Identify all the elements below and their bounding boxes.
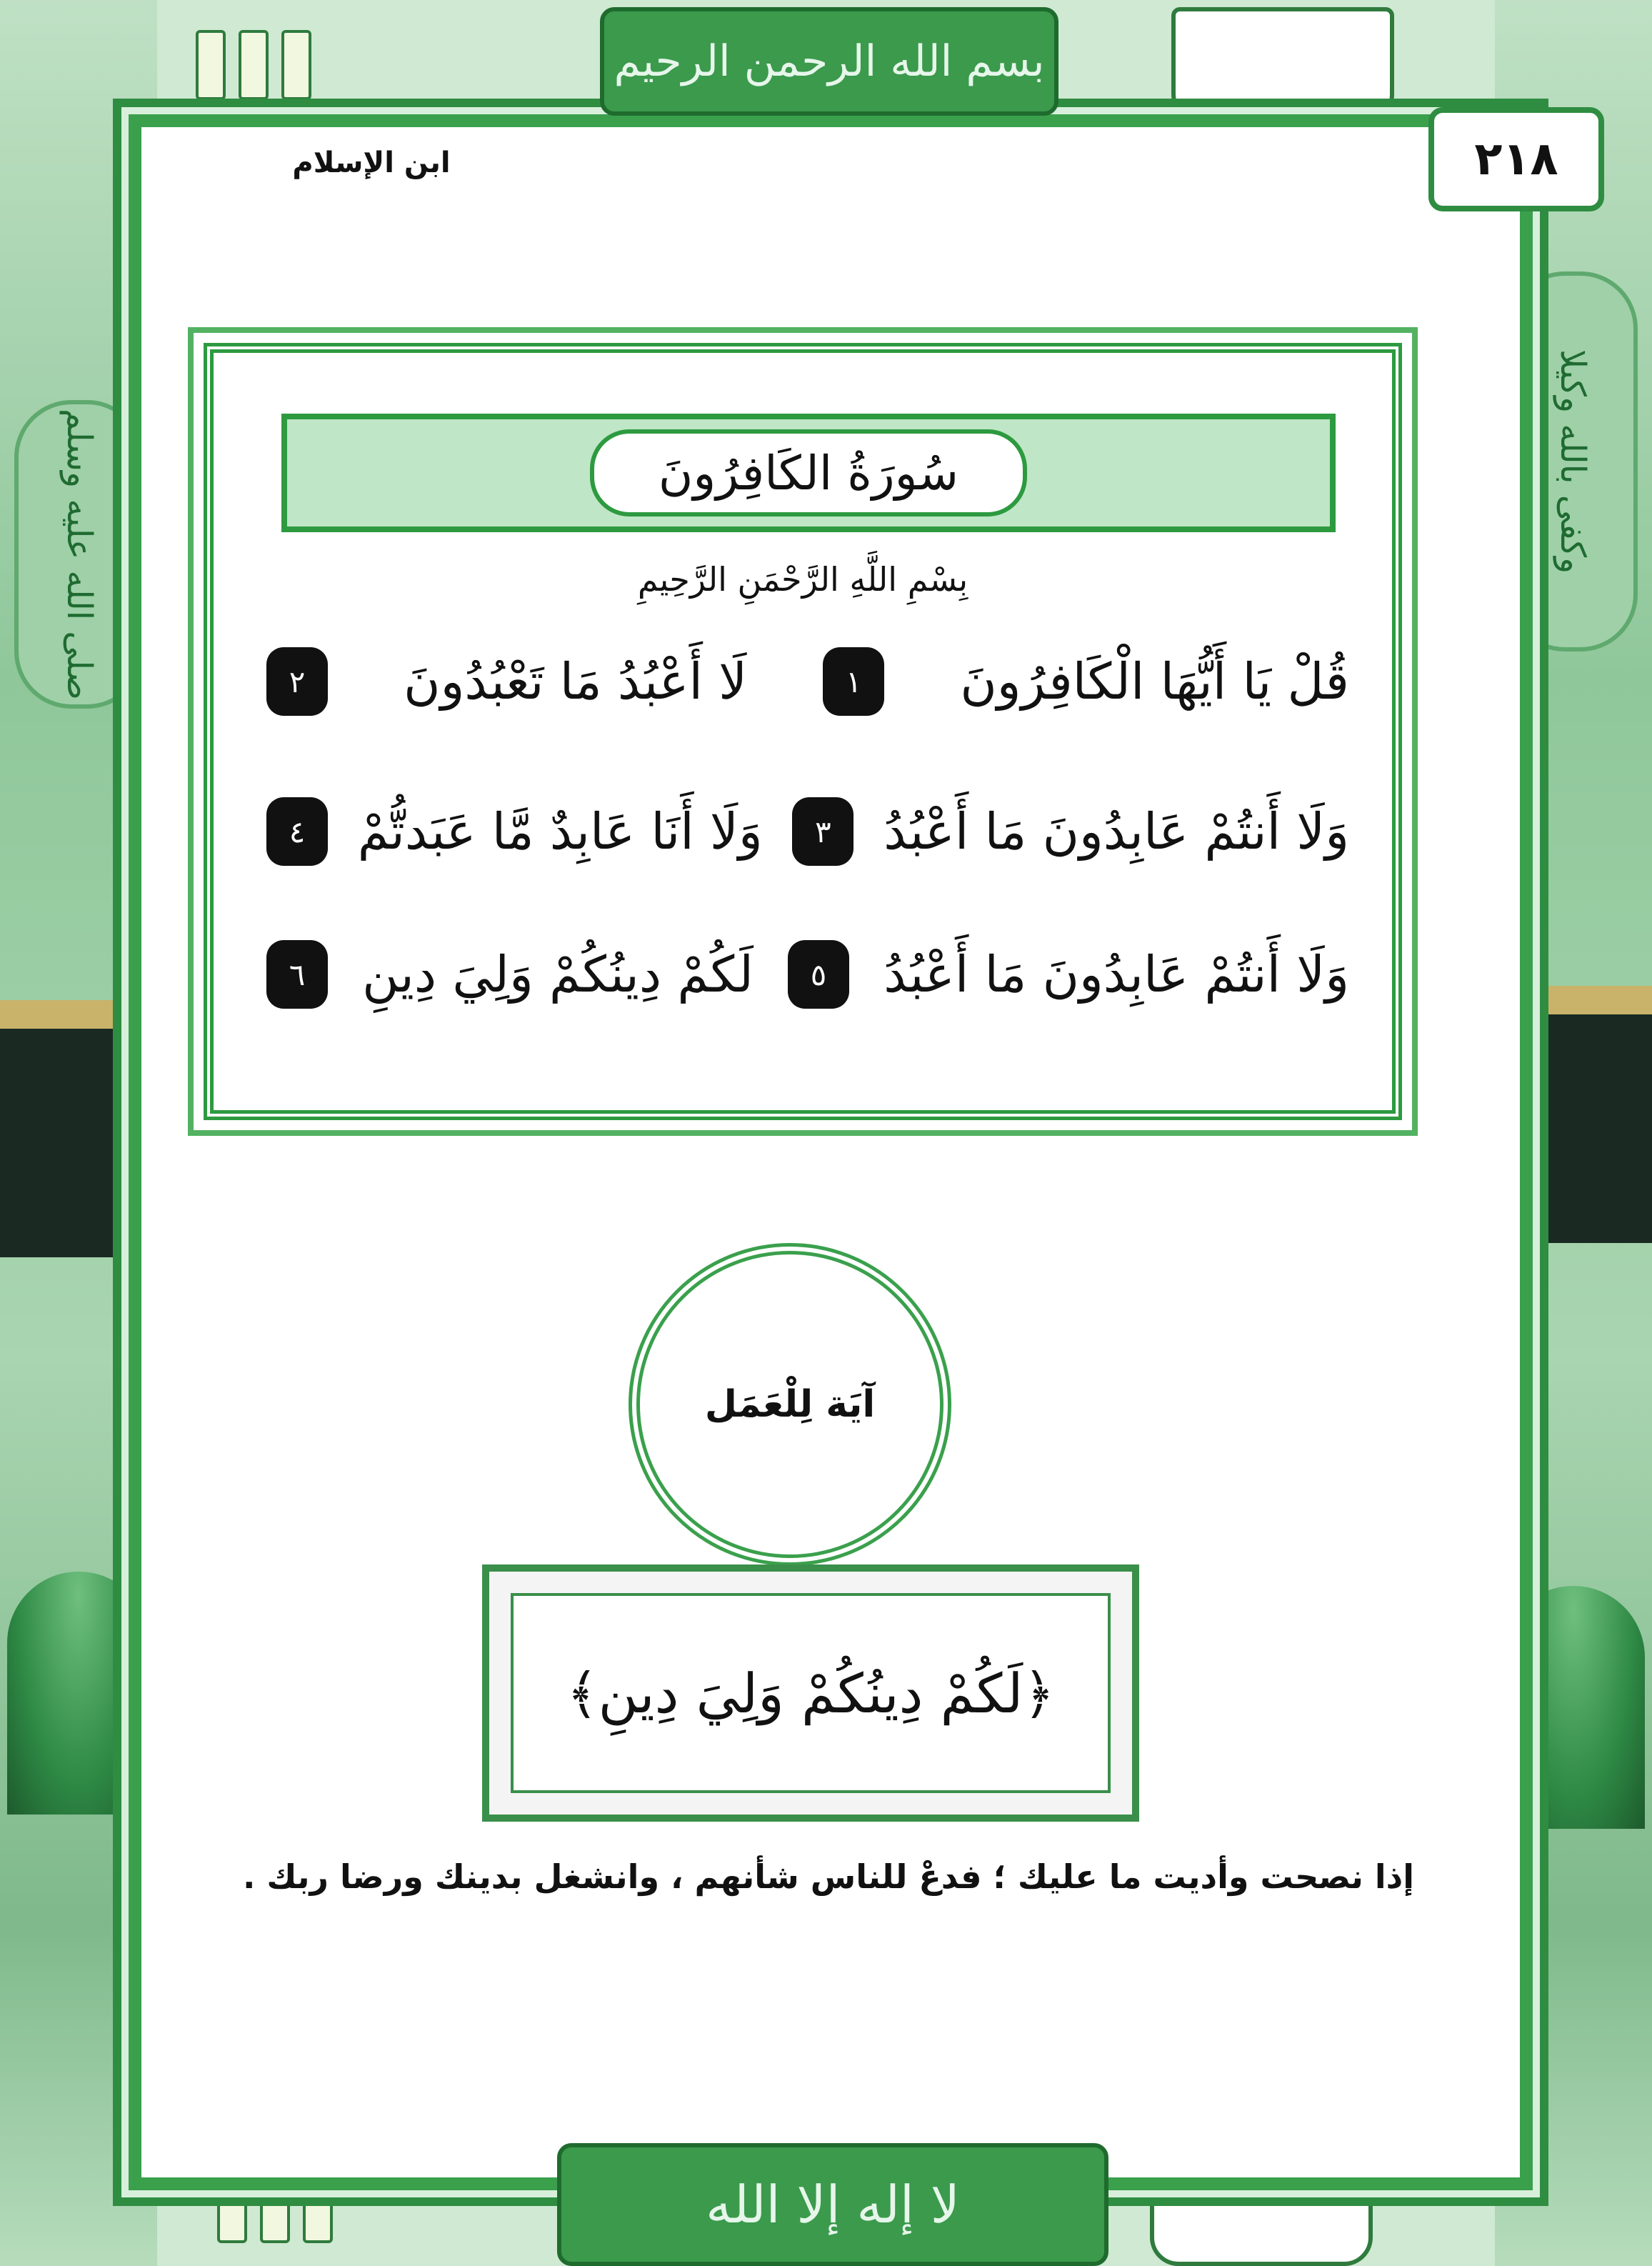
verse-text: قُلْ يَا أَيُّهَا الْكَافِرُونَ xyxy=(960,652,1349,711)
surah-title: سُورَةُ الكَافِرُونَ xyxy=(590,429,1027,516)
top-calligraphy-text: بسم الله الرحمن الرحيم xyxy=(614,36,1045,86)
surah-panel xyxy=(204,343,1402,1120)
practice-medallion xyxy=(629,1243,951,1566)
advice-text: إذا نصحت وأديت ما عليك ؛ فدعْ للناس شأنهم ، وانشغل بدينك ورضا ربك . xyxy=(242,1857,1415,1896)
ayah-frame xyxy=(482,1564,1139,1822)
left-calligraphy-panel xyxy=(14,400,144,709)
open-book-icon-top xyxy=(1171,7,1394,123)
right-panel-text: وكفى بالله وكيلا xyxy=(1553,349,1593,574)
verse-number-marker: ٥ xyxy=(788,940,849,1009)
kaaba-image-left xyxy=(0,1000,143,1257)
ayah-text: ﴿لَكُمْ دِينُكُمْ وَلِيَ دِينِ﴾ xyxy=(566,1661,1055,1725)
page-number: ٢١٨ xyxy=(1428,107,1604,211)
basmala: بِسْمِ اللَّهِ الرَّحْمَنِ الرَّحِيمِ xyxy=(637,560,968,599)
bottom-calligraphy-text: لا إله إلا الله xyxy=(706,2175,960,2235)
verse-text: وَلَا أَنتُمْ عَابِدُونَ مَا أَعْبُدُ xyxy=(883,945,1349,1004)
verse-number-marker: ٢ xyxy=(266,647,328,716)
verse-text: وَلَا أَنَا عَابِدٌ مَّا عَبَدتُّمْ xyxy=(357,802,763,861)
site-label: ابن الإسلام xyxy=(292,146,451,179)
bottom-calligraphy-frame xyxy=(557,2143,1108,2266)
practice-heading: آيَة لِلْعَمَل xyxy=(704,1383,876,1426)
verse-number-marker: ٤ xyxy=(266,797,328,866)
verse-number-marker: ١ xyxy=(823,647,884,716)
left-panel-text: صلى الله عليه وسلم xyxy=(59,409,99,700)
top-calligraphy-frame xyxy=(600,7,1058,116)
verse-text: لَا أَعْبُدُ مَا تَعْبُدُونَ xyxy=(404,652,748,711)
verse-line xyxy=(256,924,1349,1024)
verse-text: وَلَا أَنتُمْ عَابِدُونَ مَا أَعْبُدُ xyxy=(883,802,1349,861)
candles-icon-top xyxy=(193,14,314,100)
verse-number-marker: ٦ xyxy=(266,940,328,1009)
verse-line xyxy=(256,782,1349,882)
verse-number-marker: ٣ xyxy=(792,797,853,866)
surah-title-band xyxy=(281,414,1336,532)
verse-line xyxy=(256,632,1349,732)
verse-text: لَكُمْ دِينُكُمْ وَلِيَ دِينِ xyxy=(362,945,754,1004)
